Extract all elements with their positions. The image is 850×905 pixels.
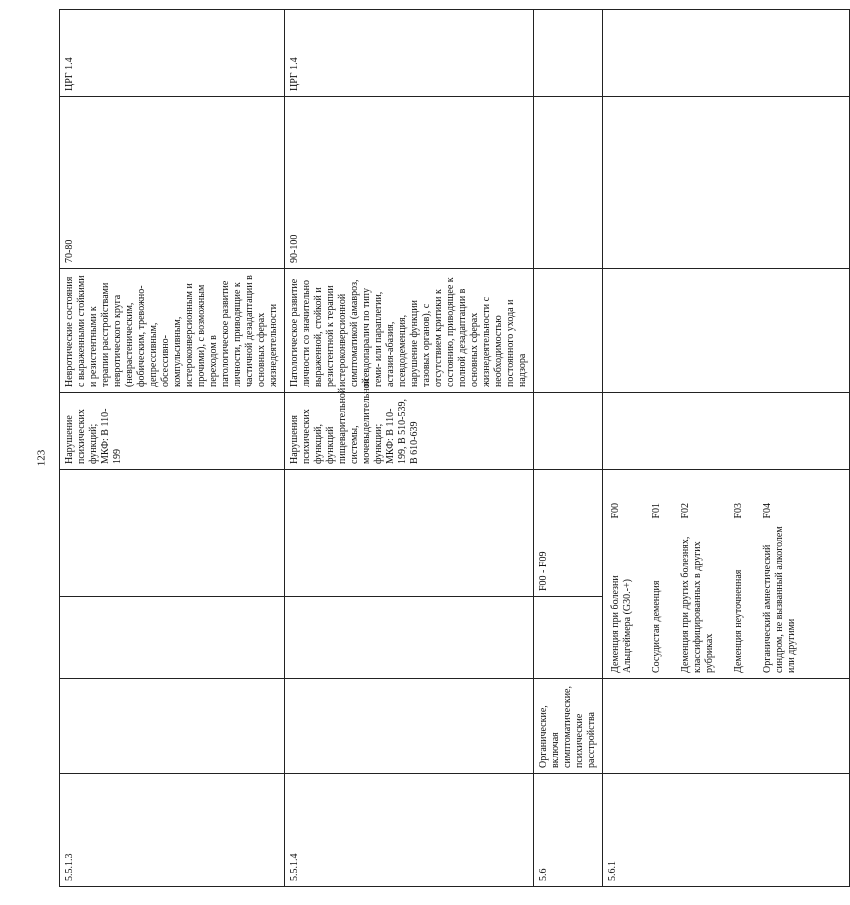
cell-group — [285, 679, 534, 774]
cell-group: Органические, включая симптоматические, психические расстройства — [534, 679, 603, 774]
cell-category — [603, 10, 850, 97]
subitem — [677, 475, 730, 673]
cell-dysfunction: Нарушение психических функций; МКФ: В 110-199 — [60, 393, 285, 470]
table-row — [603, 10, 850, 887]
cell-percent — [603, 97, 850, 269]
cell-code — [285, 470, 534, 597]
cell-code: F00 - F09 — [534, 470, 603, 597]
cell-code — [60, 470, 285, 597]
page-number: 123 — [35, 449, 48, 467]
subitem-name: Деменция при других болезнях, классифицированных в других рубриках — [680, 536, 715, 673]
cell-description — [534, 269, 603, 393]
cell-num: 5.5.1.3 — [60, 774, 285, 887]
cell-percent: 70-80 — [60, 97, 285, 269]
subitem-code: F04 — [762, 502, 773, 519]
cell-dysfunction: Нарушения психических функций, функций пищеварительной системы, мочевыделительной функции; МКФ: В 110-199, В 510-539, В 610-639 — [285, 393, 534, 470]
classification-table — [59, 9, 850, 887]
cell-description: Патологическое развитие личности со значительно выраженной, стойкой и резистентной к терапии истероконверсионной симптоматикой (амавроз, псевдопаралич по типу геми- или параплегии, астазия-абазия, псевдодеменция, нарушение функции тазовых органов), с отсутствием критики к состоянию, приводящее к полной дезадаптации в основных сферах жизнедеятельности с необходимостью постоянного ухода и надзора — [285, 269, 534, 393]
subitem — [607, 475, 648, 673]
subitem — [730, 475, 759, 673]
cell-name — [285, 597, 534, 679]
subitem — [648, 475, 677, 673]
cell-category: ЦРГ 1.4 — [285, 10, 534, 97]
subitem-code: F02 — [680, 502, 691, 519]
cell-subitems — [603, 470, 850, 679]
cell-dysfunction — [603, 393, 850, 470]
cell-group — [60, 679, 285, 774]
cell-num: 5.6 — [534, 774, 603, 887]
subitem-name: Сосудистая деменция — [651, 580, 662, 673]
cell-percent: 90-100 — [285, 97, 534, 269]
table-row — [285, 10, 534, 887]
cell-name — [60, 597, 285, 679]
table-row — [60, 10, 285, 887]
subitem-name: Деменция при болезни Альцгеймера (G30.-+) — [610, 575, 633, 673]
cell-group — [603, 679, 850, 774]
cell-num: 5.6.1 — [603, 774, 850, 887]
subitem-name: Органический амнестический синдром, не вызванный алкоголем или другими — [762, 526, 797, 673]
cell-dysfunction — [534, 393, 603, 470]
cell-name — [534, 597, 603, 679]
cell-description: Невротические состояния с выраженными стойкими и резистентными к терапии расстройствами невротического круга (неврастеническим, фобическим, тревожно-депрессивным, обсессивно-компульсивным, истероконверсионным и прочими), с возможным переходом в патологическое развитие личности, приводящие к частичной дезадаптации в основных сферах жизнедеятельности — [60, 269, 285, 393]
subitem-code: F00 — [610, 502, 621, 519]
subitem — [759, 475, 812, 673]
cell-percent — [534, 97, 603, 269]
subitem-code: F03 — [733, 502, 744, 519]
cell-category: ЦРГ 1.4 — [60, 10, 285, 97]
cell-category — [534, 10, 603, 97]
cell-num: 5.5.1.4 — [285, 774, 534, 887]
cell-description — [603, 269, 850, 393]
rotated-table-wrapper — [59, 10, 797, 887]
subitem-name: Деменция неуточненная — [733, 569, 744, 673]
subitem-code: F01 — [651, 502, 662, 519]
table-row — [534, 10, 603, 887]
